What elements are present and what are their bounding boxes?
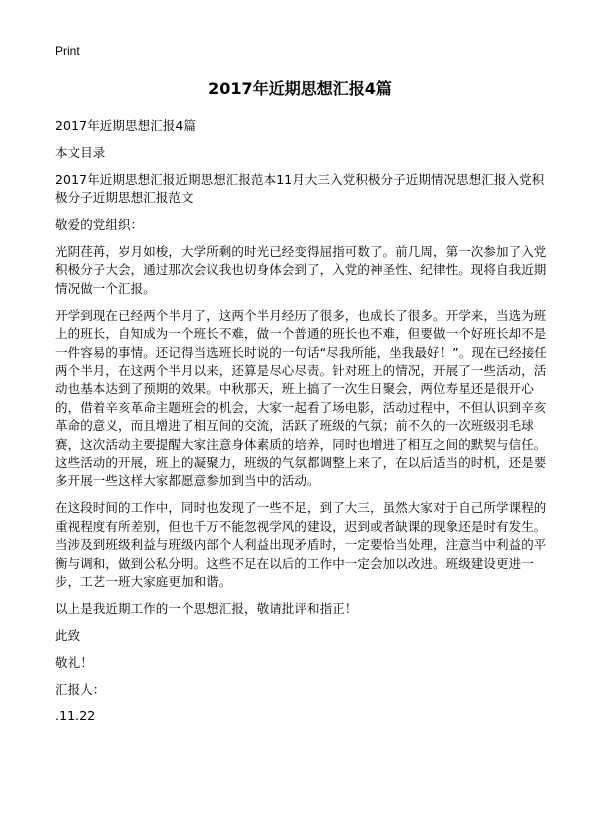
body-paragraph: 在这段时间的工作中，同时也发现了一些不足，到了大三，虽然大家对于自己所学课程的重视程度有所差别，但也千万不能忽视学风的建设，迟到或者缺课的现象还是时有发生。当涉及到班级利益与班级内部个人利益出现矛盾时，一定要恰当处理，注意当中利益的平衡与调和，做到公私分明。这些不足在以后的工作中一定会加以改进。班级建设更进一步，工艺一班大家庭更加和谐。 <box>55 500 547 589</box>
report-date: .11.22 <box>55 708 96 724</box>
toc-text: 2017年近期思想汇报近期思想汇报范本11月大三入党积极分子近期情况思想汇报入党积极分子近期思想汇报范文 <box>55 171 545 206</box>
document-subtitle: 2017年近期思想汇报4篇 <box>55 118 197 133</box>
toc-heading: 本文目录 <box>55 144 106 160</box>
body-paragraph: 开学到现在已经两个半月了，这两个半月经历了很多，也成长了很多。开学来，当选为班上的班长，自知成为一个班长不难，做一个普通的班长也不难，但要做一个好班长却不是一件容易的事情。还记得当选班长时说的一句话“尽我所能，坐我最好！”。现在已经接任两个半月，在这两个半月以来，还算是尽心尽责。针对班上的情况，开展了一些活动，活动也基本达到了预期的效果。中秋那天，班上搞了一次生日聚会，两位寿星还是很开心的，借着辛亥革命主题班会的机会，大家一起看了场电影，活动过程中，不但认识到辛亥革命的意义，而且增进了相互间的交流，活跃了班级的气氛；前不久的一次班级羽毛球赛，这次活动主要提醒大家注意身体素质的培养，同时也增进了相互之间的默契与信任。这些活动的开展，班上的凝聚力，班级的气氛都调整上来了，在以后适当的时机，还是要多开展一些这样大家都愿意参加到当中的活动。 <box>55 307 547 489</box>
closing-line: 敬礼！ <box>55 654 93 670</box>
document-body <box>55 117 555 734</box>
closing-line: 此致 <box>55 627 81 643</box>
print-link[interactable]: Print <box>55 44 80 58</box>
body-paragraph: 以上是我近期工作的一个思想汇报，敬请批评和指正！ <box>55 600 358 616</box>
body-paragraph: 光阴荏苒，岁月如梭，大学所剩的时光已经变得屈指可数了。前几周，第一次参加了入党积极分子大会，通过那次会议我也切身体会到了，入党的神圣性、纪律性。现将自我近期情况做一个汇报。 <box>55 244 547 296</box>
salutation: 敬爱的党组织： <box>55 217 144 233</box>
document-title: 2017年近期思想汇报4篇 <box>208 79 392 98</box>
signature-label: 汇报人： <box>55 681 106 697</box>
